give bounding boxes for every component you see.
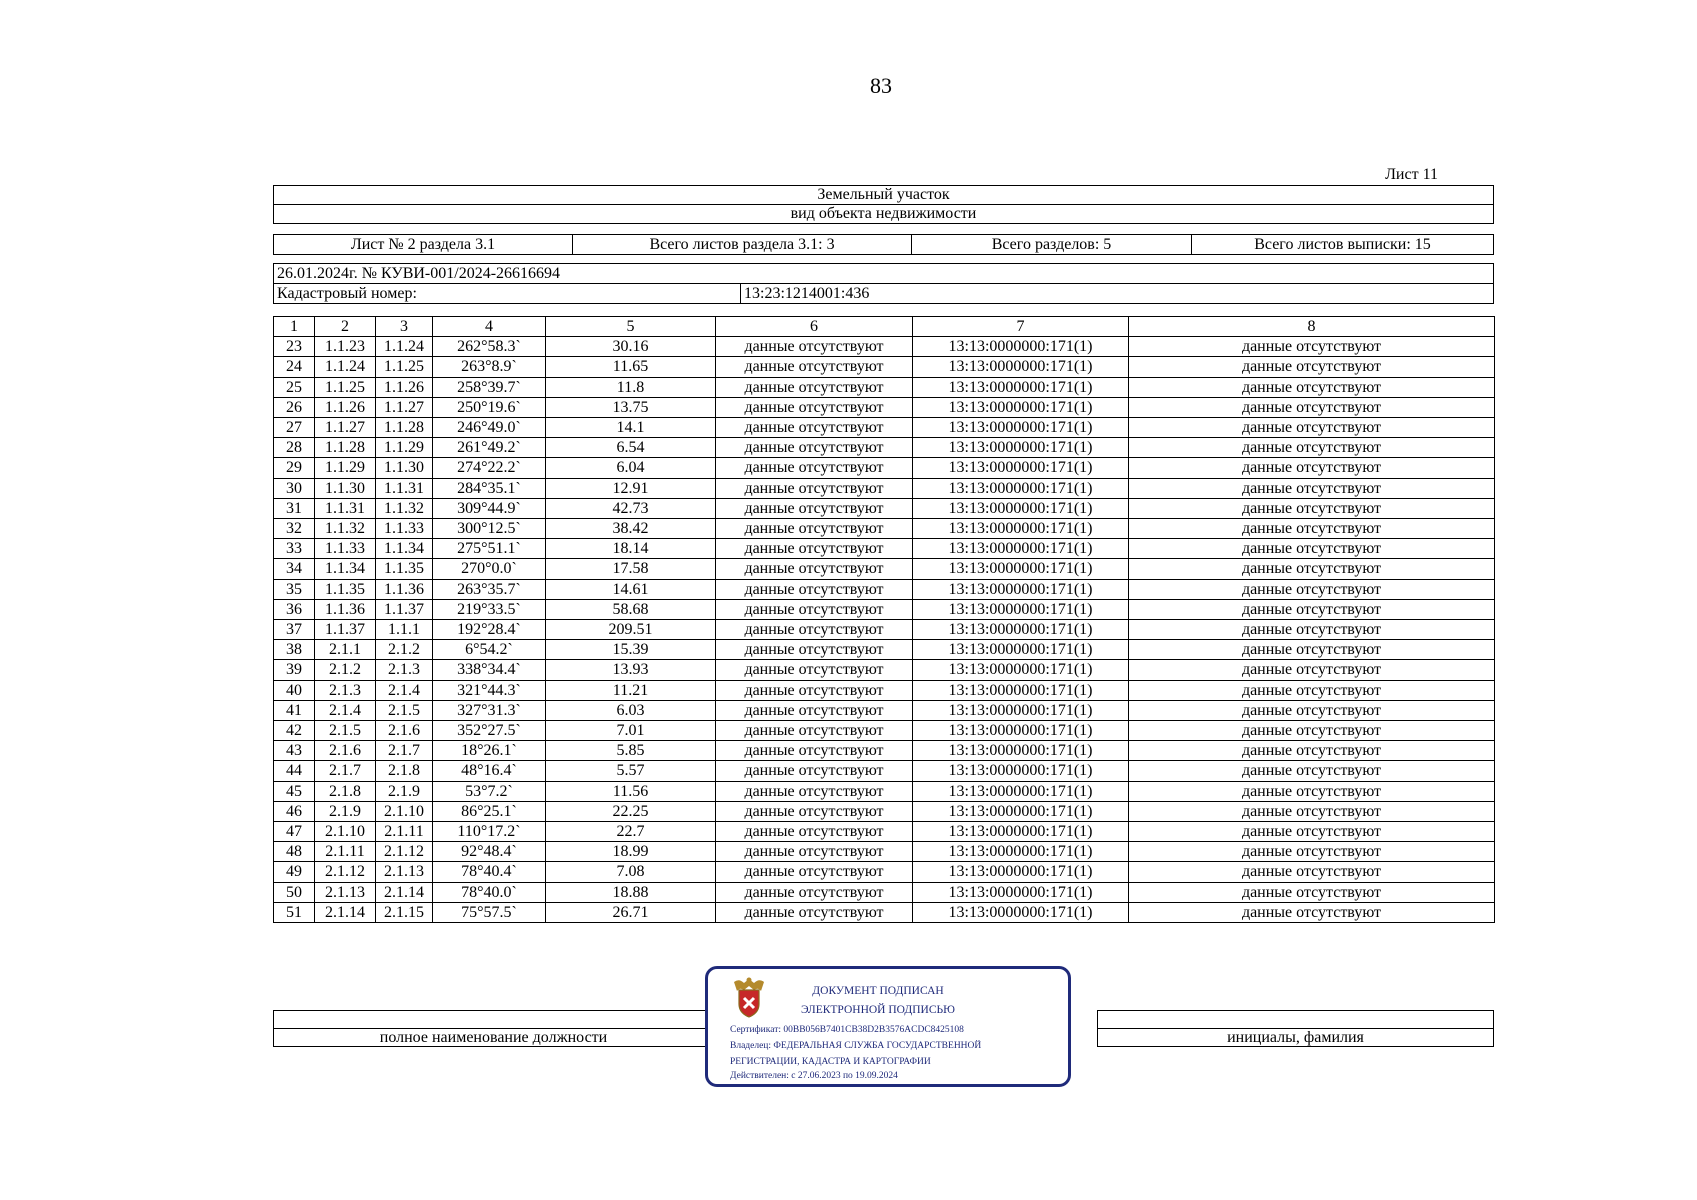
table-cell: данные отсутствуют bbox=[716, 801, 913, 821]
sheets-table bbox=[273, 234, 1494, 255]
table-cell: 1.1.30 bbox=[376, 458, 433, 478]
table-cell: 1.1.27 bbox=[376, 397, 433, 417]
table-cell: 321°44.3` bbox=[433, 680, 546, 700]
stamp-owner-line2: РЕГИСТРАЦИИ, КАДАСТРА И КАРТОГРАФИИ bbox=[730, 1057, 931, 1067]
table-cell: 1.1.1 bbox=[376, 620, 433, 640]
table-row bbox=[274, 822, 1495, 842]
table-cell: данные отсутствуют bbox=[1129, 660, 1495, 680]
table-cell: 23 bbox=[274, 337, 315, 357]
table-cell: данные отсутствуют bbox=[716, 822, 913, 842]
table-cell: данные отсутствуют bbox=[716, 781, 913, 801]
table-cell: 1.1.28 bbox=[376, 418, 433, 438]
table-cell: 51 bbox=[274, 902, 315, 922]
table-cell: 14.1 bbox=[546, 418, 716, 438]
table-cell: данные отсутствуют bbox=[716, 761, 913, 781]
table-cell: данные отсутствуют bbox=[716, 559, 913, 579]
table-row bbox=[274, 781, 1495, 801]
table-cell: 2.1.10 bbox=[376, 801, 433, 821]
boundary-table bbox=[273, 316, 1495, 923]
table-row bbox=[274, 761, 1495, 781]
table-cell: 2.1.7 bbox=[315, 761, 376, 781]
table-cell: 1.1.25 bbox=[315, 377, 376, 397]
table-cell: данные отсутствуют bbox=[1129, 579, 1495, 599]
table-cell: 1.1.35 bbox=[315, 579, 376, 599]
table-row bbox=[274, 539, 1495, 559]
table-cell: данные отсутствуют bbox=[716, 599, 913, 619]
table-cell: 13:13:0000000:171(1) bbox=[913, 620, 1129, 640]
table-cell: 27 bbox=[274, 418, 315, 438]
table-cell: 44 bbox=[274, 761, 315, 781]
table-cell: 11.65 bbox=[546, 357, 716, 377]
table-row bbox=[274, 599, 1495, 619]
column-header: 7 bbox=[913, 317, 1129, 337]
table-row bbox=[274, 397, 1495, 417]
table-cell: 13:13:0000000:171(1) bbox=[913, 862, 1129, 882]
table-cell: данные отсутствуют bbox=[1129, 741, 1495, 761]
table-cell: данные отсутствуют bbox=[716, 357, 913, 377]
table-cell: 41 bbox=[274, 700, 315, 720]
table-cell: данные отсутствуют bbox=[1129, 377, 1495, 397]
table-cell: 32 bbox=[274, 519, 315, 539]
table-row bbox=[274, 519, 1495, 539]
table-cell: 11.8 bbox=[546, 377, 716, 397]
table-cell: 13:13:0000000:171(1) bbox=[913, 781, 1129, 801]
table-cell: 24 bbox=[274, 357, 315, 377]
table-cell: 42 bbox=[274, 721, 315, 741]
table-cell: 18.88 bbox=[546, 882, 716, 902]
table-cell: 38 bbox=[274, 640, 315, 660]
table-cell: 14.61 bbox=[546, 579, 716, 599]
table-cell: 13:13:0000000:171(1) bbox=[913, 761, 1129, 781]
table-cell: 2.1.2 bbox=[376, 640, 433, 660]
table-cell: 2.1.8 bbox=[376, 761, 433, 781]
table-row bbox=[274, 882, 1495, 902]
table-cell: данные отсутствуют bbox=[1129, 620, 1495, 640]
table-cell: данные отсутствуют bbox=[716, 862, 913, 882]
table-cell: 2.1.1 bbox=[315, 640, 376, 660]
stamp-certificate: Сертификат: 00BB056B7401CB38D2B3576ACDC8425108 bbox=[730, 1025, 964, 1035]
table-header-row bbox=[274, 317, 1495, 337]
table-cell: 13:13:0000000:171(1) bbox=[913, 822, 1129, 842]
table-cell: данные отсутствуют bbox=[716, 902, 913, 922]
table-cell: 274°22.2` bbox=[433, 458, 546, 478]
table-cell: данные отсутствуют bbox=[716, 700, 913, 720]
table-cell: 28 bbox=[274, 438, 315, 458]
table-cell: данные отсутствуют bbox=[716, 620, 913, 640]
table-cell: 2.1.9 bbox=[376, 781, 433, 801]
table-cell: 1.1.32 bbox=[376, 498, 433, 518]
table-cell: 110°17.2` bbox=[433, 822, 546, 842]
table-cell: 17.58 bbox=[546, 559, 716, 579]
cadastral-label: Кадастровый номер: bbox=[274, 284, 741, 304]
column-header: 4 bbox=[433, 317, 546, 337]
table-cell: 22.25 bbox=[546, 801, 716, 821]
table-cell: 13:13:0000000:171(1) bbox=[913, 801, 1129, 821]
table-row bbox=[274, 357, 1495, 377]
table-cell: 13:13:0000000:171(1) bbox=[913, 397, 1129, 417]
table-cell: 13:13:0000000:171(1) bbox=[913, 377, 1129, 397]
table-cell: данные отсутствуют bbox=[1129, 357, 1495, 377]
table-cell: 38.42 bbox=[546, 519, 716, 539]
coat-of-arms-icon bbox=[730, 976, 768, 1020]
table-cell: данные отсутствуют bbox=[716, 377, 913, 397]
table-cell: 13:13:0000000:171(1) bbox=[913, 599, 1129, 619]
position-field bbox=[274, 1011, 714, 1029]
table-cell: 13:13:0000000:171(1) bbox=[913, 539, 1129, 559]
position-caption: полное наименование должности bbox=[274, 1029, 714, 1047]
table-cell: 22.7 bbox=[546, 822, 716, 842]
table-cell: 1.1.23 bbox=[315, 337, 376, 357]
table-cell: данные отсутствуют bbox=[1129, 862, 1495, 882]
table-cell: 1.1.29 bbox=[315, 458, 376, 478]
column-header: 8 bbox=[1129, 317, 1495, 337]
table-cell: 26 bbox=[274, 397, 315, 417]
table-row bbox=[274, 640, 1495, 660]
object-type: Земельный участок bbox=[274, 186, 1494, 205]
table-cell: 39 bbox=[274, 660, 315, 680]
table-cell: 1.1.33 bbox=[315, 539, 376, 559]
table-row bbox=[274, 842, 1495, 862]
total-sheets-section: Всего листов раздела 3.1: 3 bbox=[573, 235, 912, 255]
table-cell: 2.1.7 bbox=[376, 741, 433, 761]
table-cell: 2.1.11 bbox=[315, 842, 376, 862]
table-row bbox=[274, 620, 1495, 640]
table-row bbox=[274, 700, 1495, 720]
object-header-table bbox=[273, 185, 1494, 224]
name-field bbox=[1098, 1011, 1494, 1029]
table-cell: 2.1.4 bbox=[376, 680, 433, 700]
table-cell: 258°39.7` bbox=[433, 377, 546, 397]
table-cell: 6°54.2` bbox=[433, 640, 546, 660]
table-cell: 1.1.37 bbox=[376, 599, 433, 619]
table-cell: данные отсутствуют bbox=[716, 498, 913, 518]
table-cell: данные отсутствуют bbox=[1129, 599, 1495, 619]
stamp-line2: ЭЛЕКТРОННОЙ ПОДПИСЬЮ bbox=[801, 1004, 955, 1016]
column-header: 1 bbox=[274, 317, 315, 337]
table-cell: 300°12.5` bbox=[433, 519, 546, 539]
table-cell: 2.1.6 bbox=[315, 741, 376, 761]
table-cell: 13:13:0000000:171(1) bbox=[913, 741, 1129, 761]
cadastral-value: 13:23:1214001:436 bbox=[741, 284, 1494, 304]
table-cell: 275°51.1` bbox=[433, 539, 546, 559]
table-cell: данные отсутствуют bbox=[1129, 397, 1495, 417]
object-caption: вид объекта недвижимости bbox=[274, 205, 1494, 224]
table-cell: 1.1.30 bbox=[315, 478, 376, 498]
table-cell: 2.1.8 bbox=[315, 781, 376, 801]
table-cell: данные отсутствуют bbox=[716, 741, 913, 761]
table-row bbox=[274, 458, 1495, 478]
sheet-of-section: Лист № 2 раздела 3.1 bbox=[274, 235, 573, 255]
table-cell: 13:13:0000000:171(1) bbox=[913, 721, 1129, 741]
table-cell: данные отсутствуют bbox=[1129, 761, 1495, 781]
table-cell: данные отсутствуют bbox=[1129, 801, 1495, 821]
table-cell: 2.1.5 bbox=[376, 700, 433, 720]
table-cell: 2.1.2 bbox=[315, 660, 376, 680]
table-cell: 2.1.13 bbox=[376, 862, 433, 882]
table-cell: данные отсутствуют bbox=[1129, 418, 1495, 438]
table-cell: данные отсутствуют bbox=[1129, 781, 1495, 801]
table-cell: 53°7.2` bbox=[433, 781, 546, 801]
table-cell: 46 bbox=[274, 801, 315, 821]
table-cell: 338°34.4` bbox=[433, 660, 546, 680]
sheet-label: Лист 11 bbox=[1385, 166, 1438, 183]
table-cell: 1.1.35 bbox=[376, 559, 433, 579]
table-cell: 78°40.0` bbox=[433, 882, 546, 902]
table-cell: данные отсутствуют bbox=[716, 458, 913, 478]
table-cell: 47 bbox=[274, 822, 315, 842]
table-cell: 270°0.0` bbox=[433, 559, 546, 579]
table-cell: 1.1.31 bbox=[315, 498, 376, 518]
table-cell: данные отсутствуют bbox=[1129, 337, 1495, 357]
table-cell: 1.1.31 bbox=[376, 478, 433, 498]
table-cell: данные отсутствуют bbox=[1129, 478, 1495, 498]
table-cell: данные отсутствуют bbox=[716, 519, 913, 539]
table-cell: 11.21 bbox=[546, 680, 716, 700]
total-sections: Всего разделов: 5 bbox=[912, 235, 1192, 255]
table-cell: 7.08 bbox=[546, 862, 716, 882]
table-cell: данные отсутствуют bbox=[1129, 822, 1495, 842]
table-cell: 1.1.32 bbox=[315, 519, 376, 539]
column-header: 5 bbox=[546, 317, 716, 337]
table-cell: данные отсутствуют bbox=[1129, 842, 1495, 862]
column-header: 3 bbox=[376, 317, 433, 337]
table-row bbox=[274, 902, 1495, 922]
table-cell: 2.1.13 bbox=[315, 882, 376, 902]
table-cell: данные отсутствуют bbox=[716, 721, 913, 741]
table-cell: 13:13:0000000:171(1) bbox=[913, 640, 1129, 660]
table-cell: данные отсутствуют bbox=[1129, 721, 1495, 741]
table-cell: 250°19.6` bbox=[433, 397, 546, 417]
info-table bbox=[273, 263, 1494, 304]
table-cell: 13:13:0000000:171(1) bbox=[913, 902, 1129, 922]
table-cell: 1.1.29 bbox=[376, 438, 433, 458]
table-cell: 1.1.24 bbox=[376, 337, 433, 357]
name-caption: инициалы, фамилия bbox=[1098, 1029, 1494, 1047]
table-cell: 13:13:0000000:171(1) bbox=[913, 337, 1129, 357]
table-cell: 263°8.9` bbox=[433, 357, 546, 377]
table-cell: данные отсутствуют bbox=[716, 842, 913, 862]
table-cell: данные отсутствуют bbox=[716, 579, 913, 599]
table-row bbox=[274, 438, 1495, 458]
table-cell: данные отсутствуют bbox=[1129, 640, 1495, 660]
stamp-line1: ДОКУМЕНТ ПОДПИСАН bbox=[812, 985, 944, 997]
table-cell: данные отсутствуют bbox=[716, 882, 913, 902]
table-cell: 40 bbox=[274, 680, 315, 700]
table-row bbox=[274, 498, 1495, 518]
table-cell: данные отсутствуют bbox=[1129, 539, 1495, 559]
table-cell: 1.1.34 bbox=[315, 559, 376, 579]
table-cell: 11.56 bbox=[546, 781, 716, 801]
table-cell: 6.54 bbox=[546, 438, 716, 458]
table-cell: данные отсутствуют bbox=[1129, 519, 1495, 539]
table-cell: 5.57 bbox=[546, 761, 716, 781]
table-cell: данные отсутствуют bbox=[1129, 902, 1495, 922]
table-cell: 262°58.3` bbox=[433, 337, 546, 357]
table-cell: 37 bbox=[274, 620, 315, 640]
table-cell: данные отсутствуют bbox=[1129, 438, 1495, 458]
table-cell: 2.1.12 bbox=[376, 842, 433, 862]
column-header: 6 bbox=[716, 317, 913, 337]
table-cell: 92°48.4` bbox=[433, 842, 546, 862]
table-cell: 1.1.24 bbox=[315, 357, 376, 377]
stamp-validity: Действителен: с 27.06.2023 по 19.09.2024 bbox=[730, 1071, 898, 1081]
table-cell: 36 bbox=[274, 599, 315, 619]
table-cell: 78°40.4` bbox=[433, 862, 546, 882]
table-cell: 2.1.15 bbox=[376, 902, 433, 922]
table-cell: 13:13:0000000:171(1) bbox=[913, 498, 1129, 518]
table-cell: данные отсутствуют bbox=[716, 640, 913, 660]
table-cell: 219°33.5` bbox=[433, 599, 546, 619]
table-row bbox=[274, 721, 1495, 741]
table-cell: 1.1.25 bbox=[376, 357, 433, 377]
table-cell: 30 bbox=[274, 478, 315, 498]
table-row bbox=[274, 377, 1495, 397]
table-cell: 13:13:0000000:171(1) bbox=[913, 842, 1129, 862]
table-cell: 13.93 bbox=[546, 660, 716, 680]
table-cell: 5.85 bbox=[546, 741, 716, 761]
electronic-signature-stamp bbox=[705, 966, 1071, 1087]
table-cell: 49 bbox=[274, 862, 315, 882]
table-cell: 13:13:0000000:171(1) bbox=[913, 519, 1129, 539]
table-cell: 13:13:0000000:171(1) bbox=[913, 357, 1129, 377]
table-cell: 86°25.1` bbox=[433, 801, 546, 821]
table-cell: 6.03 bbox=[546, 700, 716, 720]
table-row bbox=[274, 862, 1495, 882]
table-cell: данные отсутствуют bbox=[1129, 458, 1495, 478]
table-cell: 13:13:0000000:171(1) bbox=[913, 478, 1129, 498]
table-cell: 309°44.9` bbox=[433, 498, 546, 518]
table-cell: 33 bbox=[274, 539, 315, 559]
table-cell: 352°27.5` bbox=[433, 721, 546, 741]
table-cell: 246°49.0` bbox=[433, 418, 546, 438]
table-cell: 1.1.36 bbox=[315, 599, 376, 619]
table-cell: 263°35.7` bbox=[433, 579, 546, 599]
table-cell: 18.14 bbox=[546, 539, 716, 559]
table-cell: 2.1.9 bbox=[315, 801, 376, 821]
table-cell: 327°31.3` bbox=[433, 700, 546, 720]
table-cell: 1.1.33 bbox=[376, 519, 433, 539]
table-row bbox=[274, 801, 1495, 821]
table-cell: 13:13:0000000:171(1) bbox=[913, 700, 1129, 720]
table-cell: 31 bbox=[274, 498, 315, 518]
table-row bbox=[274, 337, 1495, 357]
table-cell: 13:13:0000000:171(1) bbox=[913, 418, 1129, 438]
table-cell: 13.75 bbox=[546, 397, 716, 417]
table-cell: данные отсутствуют bbox=[716, 418, 913, 438]
table-cell: 25 bbox=[274, 377, 315, 397]
table-cell: 1.1.37 bbox=[315, 620, 376, 640]
table-cell: 30.16 bbox=[546, 337, 716, 357]
table-cell: 2.1.3 bbox=[376, 660, 433, 680]
table-cell: 1.1.28 bbox=[315, 438, 376, 458]
table-cell: 209.51 bbox=[546, 620, 716, 640]
table-cell: 7.01 bbox=[546, 721, 716, 741]
table-cell: 13:13:0000000:171(1) bbox=[913, 458, 1129, 478]
table-cell: 15.39 bbox=[546, 640, 716, 660]
table-cell: 284°35.1` bbox=[433, 478, 546, 498]
table-row bbox=[274, 559, 1495, 579]
table-cell: данные отсутствуют bbox=[1129, 498, 1495, 518]
table-row bbox=[274, 660, 1495, 680]
total-sheets-extract: Всего листов выписки: 15 bbox=[1192, 235, 1494, 255]
table-cell: 1.1.26 bbox=[376, 377, 433, 397]
table-cell: 2.1.4 bbox=[315, 700, 376, 720]
table-cell: данные отсутствуют bbox=[716, 680, 913, 700]
page-number: 83 bbox=[870, 73, 892, 98]
table-cell: данные отсутствуют bbox=[716, 397, 913, 417]
table-row bbox=[274, 478, 1495, 498]
table-cell: 18.99 bbox=[546, 842, 716, 862]
table-cell: 13:13:0000000:171(1) bbox=[913, 559, 1129, 579]
table-cell: 2.1.14 bbox=[376, 882, 433, 902]
table-row bbox=[274, 579, 1495, 599]
table-cell: 48 bbox=[274, 842, 315, 862]
table-cell: 1.1.36 bbox=[376, 579, 433, 599]
table-cell: 2.1.6 bbox=[376, 721, 433, 741]
table-cell: 2.1.12 bbox=[315, 862, 376, 882]
table-cell: 35 bbox=[274, 579, 315, 599]
table-cell: данные отсутствуют bbox=[1129, 882, 1495, 902]
table-cell: данные отсутствуют bbox=[716, 478, 913, 498]
date-number: 26.01.2024г. № КУВИ-001/2024-26616694 bbox=[274, 264, 1494, 284]
table-cell: 58.68 bbox=[546, 599, 716, 619]
table-cell: 75°57.5` bbox=[433, 902, 546, 922]
table-cell: 29 bbox=[274, 458, 315, 478]
table-row bbox=[274, 680, 1495, 700]
table-cell: данные отсутствуют bbox=[716, 539, 913, 559]
table-row bbox=[274, 741, 1495, 761]
table-cell: 13:13:0000000:171(1) bbox=[913, 660, 1129, 680]
table-cell: 18°26.1` bbox=[433, 741, 546, 761]
table-cell: данные отсутствуют bbox=[1129, 559, 1495, 579]
table-cell: 2.1.14 bbox=[315, 902, 376, 922]
table-cell: данные отсутствуют bbox=[716, 438, 913, 458]
table-cell: 43 bbox=[274, 741, 315, 761]
column-header: 2 bbox=[315, 317, 376, 337]
stamp-owner-line1: Владелец: ФЕДЕРАЛЬНАЯ СЛУЖБА ГОСУДАРСТВЕННОЙ bbox=[730, 1041, 982, 1051]
table-cell: данные отсутствуют bbox=[716, 337, 913, 357]
table-cell: 1.1.27 bbox=[315, 418, 376, 438]
table-cell: 48°16.4` bbox=[433, 761, 546, 781]
table-cell: 1.1.34 bbox=[376, 539, 433, 559]
table-cell: 13:13:0000000:171(1) bbox=[913, 882, 1129, 902]
table-cell: 2.1.10 bbox=[315, 822, 376, 842]
table-cell: данные отсутствуют bbox=[716, 660, 913, 680]
table-cell: 6.04 bbox=[546, 458, 716, 478]
table-cell: 12.91 bbox=[546, 478, 716, 498]
table-cell: 2.1.11 bbox=[376, 822, 433, 842]
table-cell: 34 bbox=[274, 559, 315, 579]
table-cell: 2.1.5 bbox=[315, 721, 376, 741]
table-cell: 26.71 bbox=[546, 902, 716, 922]
table-cell: 13:13:0000000:171(1) bbox=[913, 438, 1129, 458]
table-cell: данные отсутствуют bbox=[1129, 700, 1495, 720]
table-cell: 261°49.2` bbox=[433, 438, 546, 458]
table-cell: 1.1.26 bbox=[315, 397, 376, 417]
table-cell: данные отсутствуют bbox=[1129, 680, 1495, 700]
table-cell: 13:13:0000000:171(1) bbox=[913, 579, 1129, 599]
table-row bbox=[274, 418, 1495, 438]
table-cell: 13:13:0000000:171(1) bbox=[913, 680, 1129, 700]
table-cell: 45 bbox=[274, 781, 315, 801]
table-cell: 50 bbox=[274, 882, 315, 902]
table-cell: 42.73 bbox=[546, 498, 716, 518]
table-cell: 192°28.4` bbox=[433, 620, 546, 640]
table-cell: 2.1.3 bbox=[315, 680, 376, 700]
